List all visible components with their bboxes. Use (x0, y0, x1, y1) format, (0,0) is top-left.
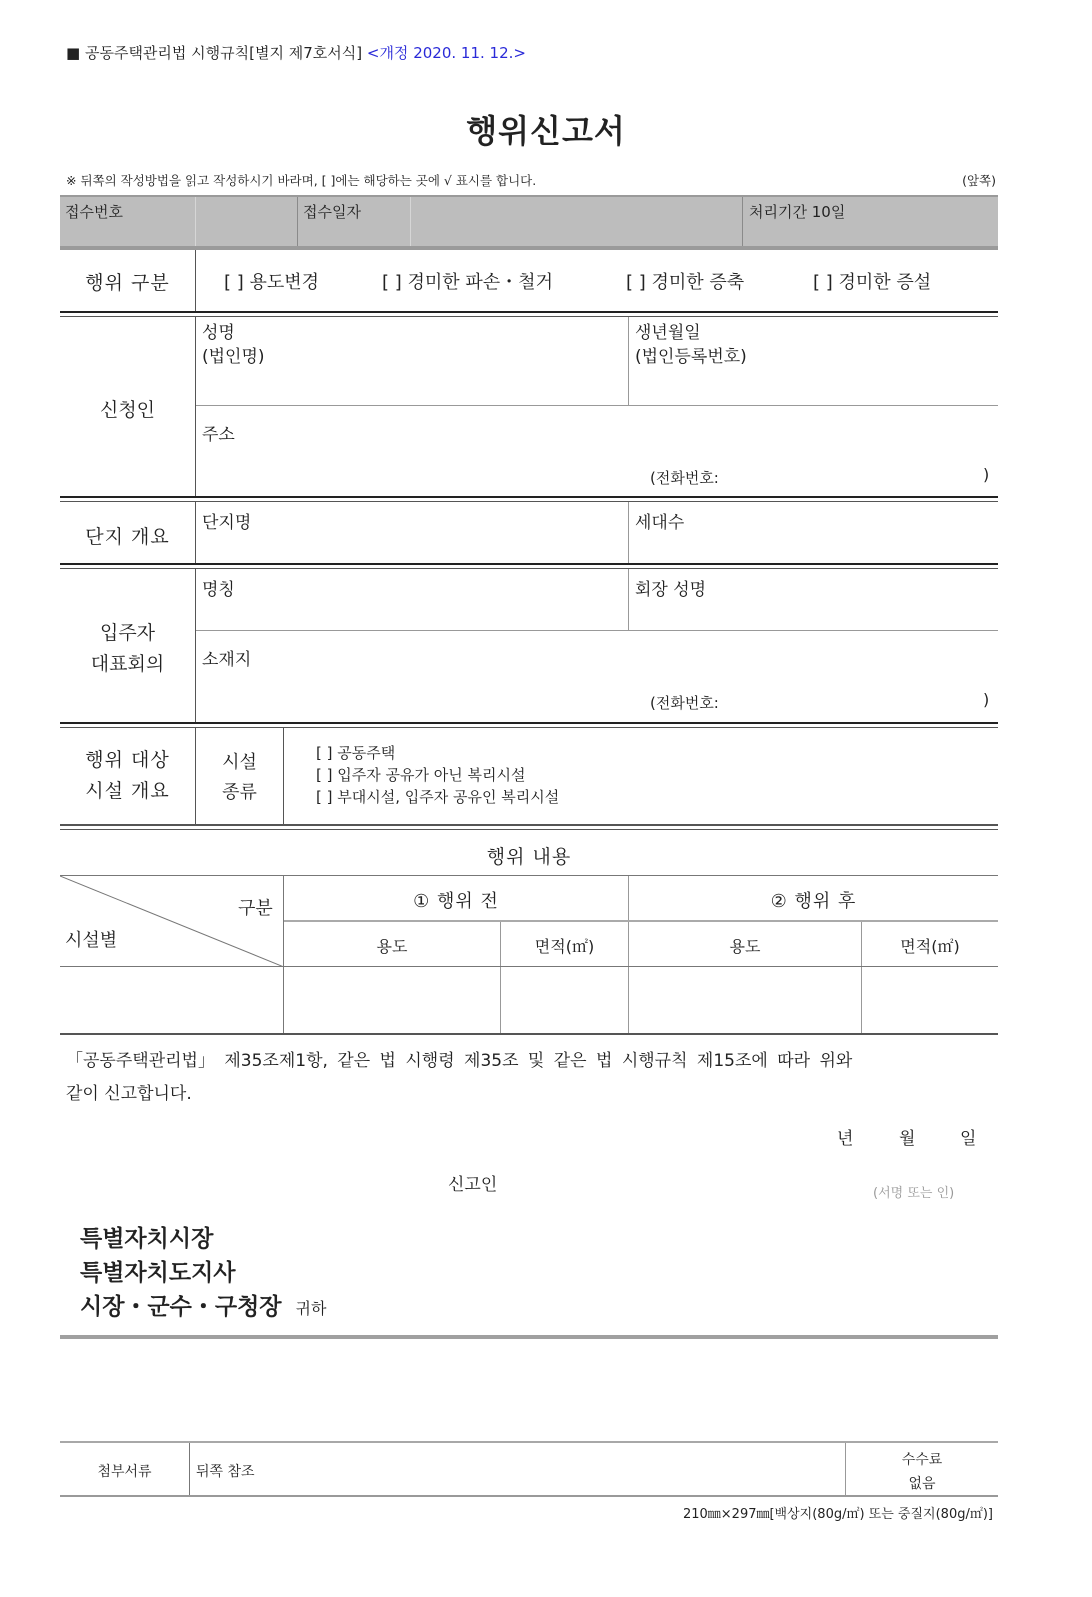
revision-date: <개정 2020. 11. 12.> (366, 44, 526, 62)
facility-option-non-shared-welfare[interactable]: [ ] 입주자 공유가 아닌 복리시설 (316, 766, 526, 784)
checkbox[interactable]: [ ] (626, 272, 646, 293)
row-after-area-field[interactable] (863, 968, 997, 1032)
form-reference-text: 공동주택관리법 시행규칙[별지 제7호서식] (84, 44, 363, 62)
recipient-line-3: 시장・군수・구청장 (80, 1294, 282, 1320)
complex-label: 단지 개요 (85, 526, 170, 548)
facility-options (316, 742, 559, 808)
checkbox[interactable]: [ ] (316, 766, 333, 784)
before-area-header: 면적(㎡) (534, 937, 595, 956)
action-option-use-change[interactable]: [ ] 용도변경 (224, 272, 320, 293)
facility-option-apartment[interactable]: [ ] 공동주택 (316, 744, 396, 762)
applicant-phone-label: (전화번호: (650, 469, 719, 487)
facility-label: 행위 대상 시설 개요 (85, 749, 170, 802)
applicant-name-label: 성명 (법인명) (202, 323, 265, 367)
fee-label: 수수료 (901, 1452, 943, 1468)
households-label: 세대수 (635, 513, 685, 533)
receipt-number-field[interactable] (198, 199, 294, 243)
recipient-block (80, 1222, 326, 1326)
receipt-date-label: 접수일자 (303, 203, 361, 221)
complex-name-label: 단지명 (202, 513, 252, 533)
council-name-field[interactable] (196, 600, 626, 628)
diag-header-top: 구분 (238, 898, 273, 919)
page-side-label: (앞쪽) (962, 173, 996, 188)
date-month-label: 월 (899, 1129, 916, 1149)
honorific: 귀하 (295, 1299, 327, 1318)
checkbox[interactable]: [ ] (316, 744, 333, 762)
households-field[interactable] (630, 532, 996, 560)
applicant-label: 신청인 (99, 399, 156, 421)
council-phone-close: ) (983, 690, 990, 709)
council-phone-label: (전화번호: (650, 694, 719, 712)
council-chair-field[interactable] (630, 600, 996, 628)
sign-hint: (서명 또는 인) (873, 1186, 955, 1201)
declarant-label: 신고인 (448, 1175, 498, 1195)
date-year-label: 년 (837, 1129, 854, 1149)
after-use-header: 용도 (729, 937, 761, 956)
action-option-minor-addition[interactable]: [ ] 경미한 증설 (813, 272, 932, 293)
fee-value: 없음 (908, 1476, 936, 1492)
complex-name-field[interactable] (196, 532, 626, 560)
action-option-minor-damage[interactable]: [ ] 경미한 파손・철거 (382, 272, 553, 293)
council-location-field[interactable] (196, 670, 636, 714)
paper-spec: 210㎜×297㎜[백상지(80g/㎡) 또는 중질지(80g/㎡)] (682, 1507, 993, 1522)
receipt-number-label: 접수번호 (65, 203, 123, 221)
facility-kind-label: 시설 종류 (222, 752, 257, 803)
form-reference (66, 42, 526, 63)
action-type-label: 행위 구분 (85, 272, 170, 294)
recipient-line-1: 특별자치시장 (80, 1226, 214, 1252)
council-location-label: 소재지 (202, 650, 252, 670)
applicant-phone-close: ) (983, 465, 990, 484)
checkbox[interactable]: [ ] (316, 788, 333, 806)
council-name-label: 명칭 (202, 580, 235, 600)
council-chair-label: 회장 성명 (635, 580, 707, 600)
diagonal-divider (60, 876, 284, 967)
after-area-header: 면적(㎡) (900, 937, 960, 956)
declarant-name-field[interactable] (520, 1168, 860, 1194)
before-use-header: 용도 (376, 937, 408, 956)
applicant-phone-field[interactable] (738, 464, 978, 488)
checkbox[interactable]: [ ] (382, 272, 402, 293)
applicant-address-field[interactable] (196, 445, 636, 489)
council-phone-field[interactable] (738, 690, 978, 714)
row-after-use-field[interactable] (630, 968, 860, 1032)
declaration-line-1: 「공동주택관리법」 제35조제1항, 같은 법 시행령 제35조 및 같은 법 시행규칙 제15조에 따라 위와 (66, 1051, 853, 1071)
receipt-date-field[interactable] (413, 199, 739, 243)
applicant-birth-field[interactable] (630, 370, 996, 404)
attachment-value: 뒤쪽 참조 (196, 1464, 255, 1480)
page-title: 행위신고서 (466, 112, 626, 150)
declaration-line-2: 같이 신고합니다. (66, 1084, 192, 1104)
checkbox[interactable]: [ ] (813, 272, 833, 293)
row-facility-field[interactable] (60, 968, 282, 1032)
applicant-name-field[interactable] (196, 370, 626, 404)
before-header: ① 행위 전 (413, 891, 499, 912)
diag-header-bottom: 시설별 (65, 930, 118, 951)
row-before-use-field[interactable] (285, 968, 499, 1032)
council-label: 입주자 대표회의 (90, 622, 165, 675)
processing-period: 처리기간 10일 (749, 203, 846, 221)
instruction-note: ※ 뒤쪽의 작성방법을 읽고 작성하시기 바라며, [ ]에는 해당하는 곳에 √ 표시를 합니다. (66, 173, 537, 188)
fee-block (846, 1448, 998, 1496)
checkbox[interactable]: [ ] (224, 272, 244, 293)
square-marker-icon: ■ (66, 44, 81, 62)
action-option-minor-extension[interactable]: [ ] 경미한 증축 (626, 272, 745, 293)
attachment-label: 첨부서류 (97, 1464, 152, 1480)
row-before-area-field[interactable] (502, 968, 627, 1032)
applicant-address-label: 주소 (202, 425, 235, 445)
after-header: ② 행위 후 (770, 891, 857, 912)
content-title: 행위 내용 (486, 846, 572, 868)
date-day-label: 일 (960, 1129, 977, 1149)
recipient-line-2: 특별자치도지사 (80, 1260, 236, 1286)
applicant-birth-label: 생년월일 (법인등록번호) (635, 323, 747, 367)
facility-option-auxiliary-shared[interactable]: [ ] 부대시설, 입주자 공유인 복리시설 (316, 788, 560, 806)
